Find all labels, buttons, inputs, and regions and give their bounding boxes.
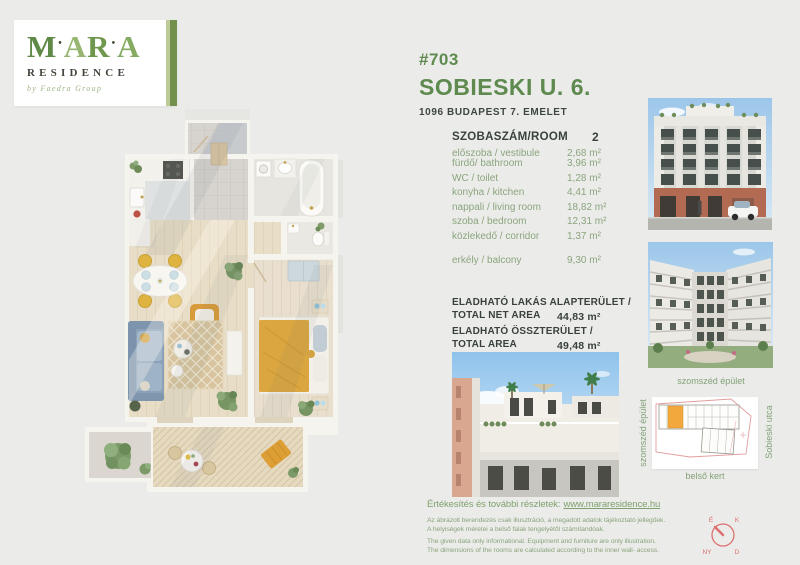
website-link[interactable]: www.mararesidence.hu <box>563 499 661 510</box>
table-row: erkély / balcony 9,30 m² <box>452 254 601 266</box>
site-plan-minimap <box>652 397 758 469</box>
street-facade-photo <box>648 98 772 230</box>
total-area: ELADHATÓ ÖSSZTERÜLET / TOTAL AREA 49,48 m² <box>452 326 601 352</box>
listing-header <box>419 50 591 118</box>
table-row: konyha / kitchen 4,41 m² <box>452 187 601 199</box>
address-line: 1096 BUDAPEST 7. EMELET <box>419 107 568 118</box>
room-table-header <box>452 131 652 143</box>
compass-west-label: NY <box>702 549 712 556</box>
brand-wordmark: M•AR•A <box>27 29 141 64</box>
contact-line <box>427 499 660 510</box>
table-row: előszoba / vestibule 2,68 m² <box>452 148 601 159</box>
area-totals <box>452 297 652 351</box>
brand-tagline: by Faedra Group <box>27 84 103 93</box>
total-net-area-value: 44,83 m² <box>557 311 601 323</box>
brand-name: RESIDENCE <box>27 67 129 79</box>
disclaimer-hu: Az ábrázolt berendezés csak illusztráció, a megadott adatok tájékoztató jellegűek. A helyiségek méretei a belső falak tengelyétől számítandóak. <box>427 517 666 533</box>
compass-east-label: K <box>734 517 740 524</box>
floor-plan-rendering <box>75 105 355 500</box>
contact-label: Értékesítés és további részletek: <box>427 499 561 510</box>
compass-south-label: D <box>734 549 740 556</box>
site-label-neighbor-left: szomszéd épület <box>638 399 648 467</box>
total-net-area: ELADHATÓ LAKÁS ALAPTERÜLET / TOTAL NET AREA 44,83 m² <box>452 297 631 323</box>
room-count-value: 2 <box>592 130 599 144</box>
unit-location-highlight <box>668 406 683 428</box>
disclaimer-en: The given data only informational. Equipment and furniture are only illustration. The dimensions of the rooms are calculated according to the inner wall- access. <box>427 538 659 554</box>
table-row: szoba / bedroom 12,31 m² <box>452 216 607 228</box>
table-row: fürdő/ bathroom 3,96 m² <box>452 158 601 169</box>
total-area-value: 49,48 m² <box>557 340 601 352</box>
site-label-neighbor-top: szomszéd épület <box>677 376 745 386</box>
street-title: SOBIESKI U. 6. <box>419 74 591 100</box>
compass-north-label: É <box>708 517 714 524</box>
table-row: WC / toilet 1,28 m² <box>452 172 601 184</box>
room-table <box>452 149 662 266</box>
brand-logo <box>14 20 177 106</box>
room-count-label: SZOBASZÁM/ROOM <box>452 131 568 143</box>
logo-stripe-dark <box>170 20 177 106</box>
courtyard-photo <box>648 242 773 368</box>
table-row: közlekedő / corridor 1,37 m² <box>452 230 601 242</box>
unit-number: #703 <box>419 50 459 69</box>
site-label-garden: belső kert <box>685 471 725 481</box>
rooftop-terrace-photo <box>452 352 619 497</box>
compass-rose <box>699 508 749 558</box>
site-label-street: Sobieski utca <box>764 405 774 459</box>
table-row: nappali / living room 18,82 m² <box>452 201 607 213</box>
compass-needle <box>715 527 723 535</box>
